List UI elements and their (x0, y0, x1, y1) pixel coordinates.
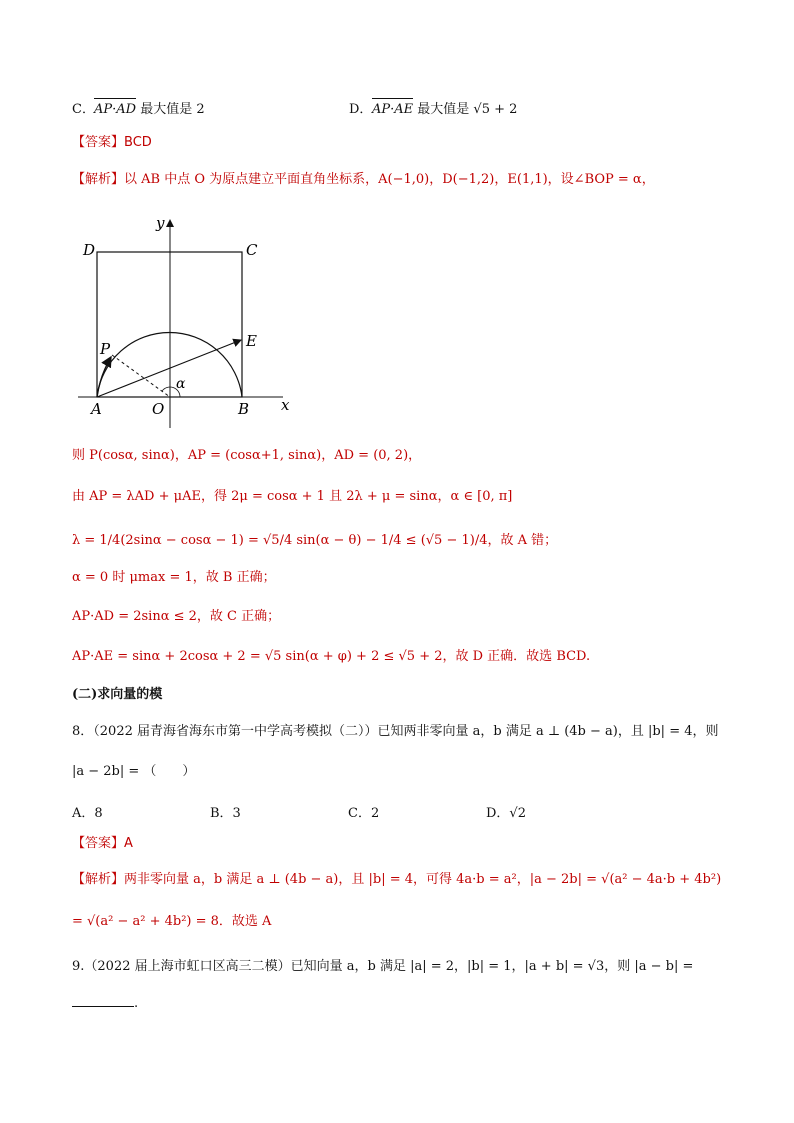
q8-analysis-line2: = √(a² − a² + 4b²) = 8．故选 A (72, 914, 272, 929)
analysis-text: 以 AB 中点 O 为原点建立平面直角坐标系，A(−1,0)，D(−1,2)，E(1,1)，设∠BOP = α， (124, 172, 655, 187)
analysis-label: 【解析】 (72, 872, 125, 887)
option-d-vector: AP·AE (372, 100, 413, 120)
label-o: O (152, 400, 165, 418)
answer-value: BCD (124, 135, 152, 150)
q7-line-d: AP·AE = sinα + 2cosα + 2 = √5 sin(α + φ) + 2 ≤ √5 + 2，故 D 正确．故选 BCD. (72, 649, 591, 664)
answer-blank[interactable] (72, 1006, 134, 1007)
analysis-text: 两非零向量 a，b 满足 a ⊥ (4b − a)，且 |b| = 4，可得 4a·b = a²，|a − 2b| = √(a² − 4a·b + 4b²) (124, 872, 722, 887)
answer-label: 【答案】 (72, 135, 125, 150)
option-d: D． (349, 102, 373, 117)
answer-label: 【答案】 (72, 836, 125, 851)
label-p: P (100, 340, 111, 358)
q9-stem-line1: 9.（2022 届上海市虹口区高三二模）已知向量 a，b 满足 |a| = 2，|b| = 1，|a + b| = √3，则 |a − b| = (72, 959, 694, 974)
q7-line-lambda-mu: 由 AP = λAD + μAE，得 2μ = cosα + 1 且 2λ + μ = sinα，α ∈ [0, π] (72, 489, 513, 504)
label-d: D (83, 241, 96, 259)
label-b: B (238, 400, 250, 418)
option-c-expr (94, 100, 205, 120)
q8-option-b: B．3 (210, 806, 241, 821)
q8-option-d: D．√2 (486, 806, 526, 821)
label-y: y (156, 214, 165, 232)
label-a: A (91, 400, 102, 418)
q7-line-lambda: λ = 1/4(2sinα − cosα − 1) = √5/4 sin(α − θ) − 1/4 ≤ (√5 − 1)/4，故 A 错； (72, 533, 558, 548)
answer-value: A (124, 836, 133, 851)
analysis-label: 【解析】 (72, 172, 125, 187)
q9-stem-line2-end: . (134, 996, 139, 1011)
label-c: C (246, 241, 258, 259)
segment-op (112, 355, 170, 397)
q7-answer (72, 133, 152, 153)
q8-option-c: C．2 (348, 806, 380, 821)
option-c-text: 最大值是 2 (136, 102, 205, 117)
q7-analysis-line1 (72, 170, 655, 190)
q8-stem-line1: 8．（2022 届青海省海东市第一中学高考模拟（二））已知两非零向量 a，b 满足 a ⊥ (4b − a)，且 |b| = 4，则 (72, 724, 719, 739)
section-title: (二)求向量的模 (72, 687, 163, 702)
q8-option-a: A．8 (72, 806, 103, 821)
option-d-expr (372, 100, 517, 120)
q8-stem-line2: |a − 2b| = （ ） (72, 764, 196, 779)
coordinate-figure (78, 208, 318, 428)
option-c: C． (72, 102, 95, 117)
vector-ae (97, 340, 241, 397)
option-c-vector: AP·AD (94, 100, 136, 120)
q7-line-p: 则 P(cosα, sinα)，AP = (cosα+1, sinα)，AD = (0, 2)， (72, 448, 422, 463)
label-e: E (246, 332, 257, 350)
q7-line-c: AP·AD = 2sinα ≤ 2，故 C 正确； (72, 609, 281, 624)
label-alpha: α (176, 376, 186, 392)
q7-line-mu: α = 0 时 μmax = 1，故 B 正确； (72, 570, 276, 585)
label-x: x (281, 396, 290, 414)
option-d-text: 最大值是 √5 + 2 (413, 102, 518, 117)
vector-ap (97, 357, 111, 397)
q8-analysis-line1 (72, 870, 721, 890)
q8-answer (72, 834, 133, 854)
